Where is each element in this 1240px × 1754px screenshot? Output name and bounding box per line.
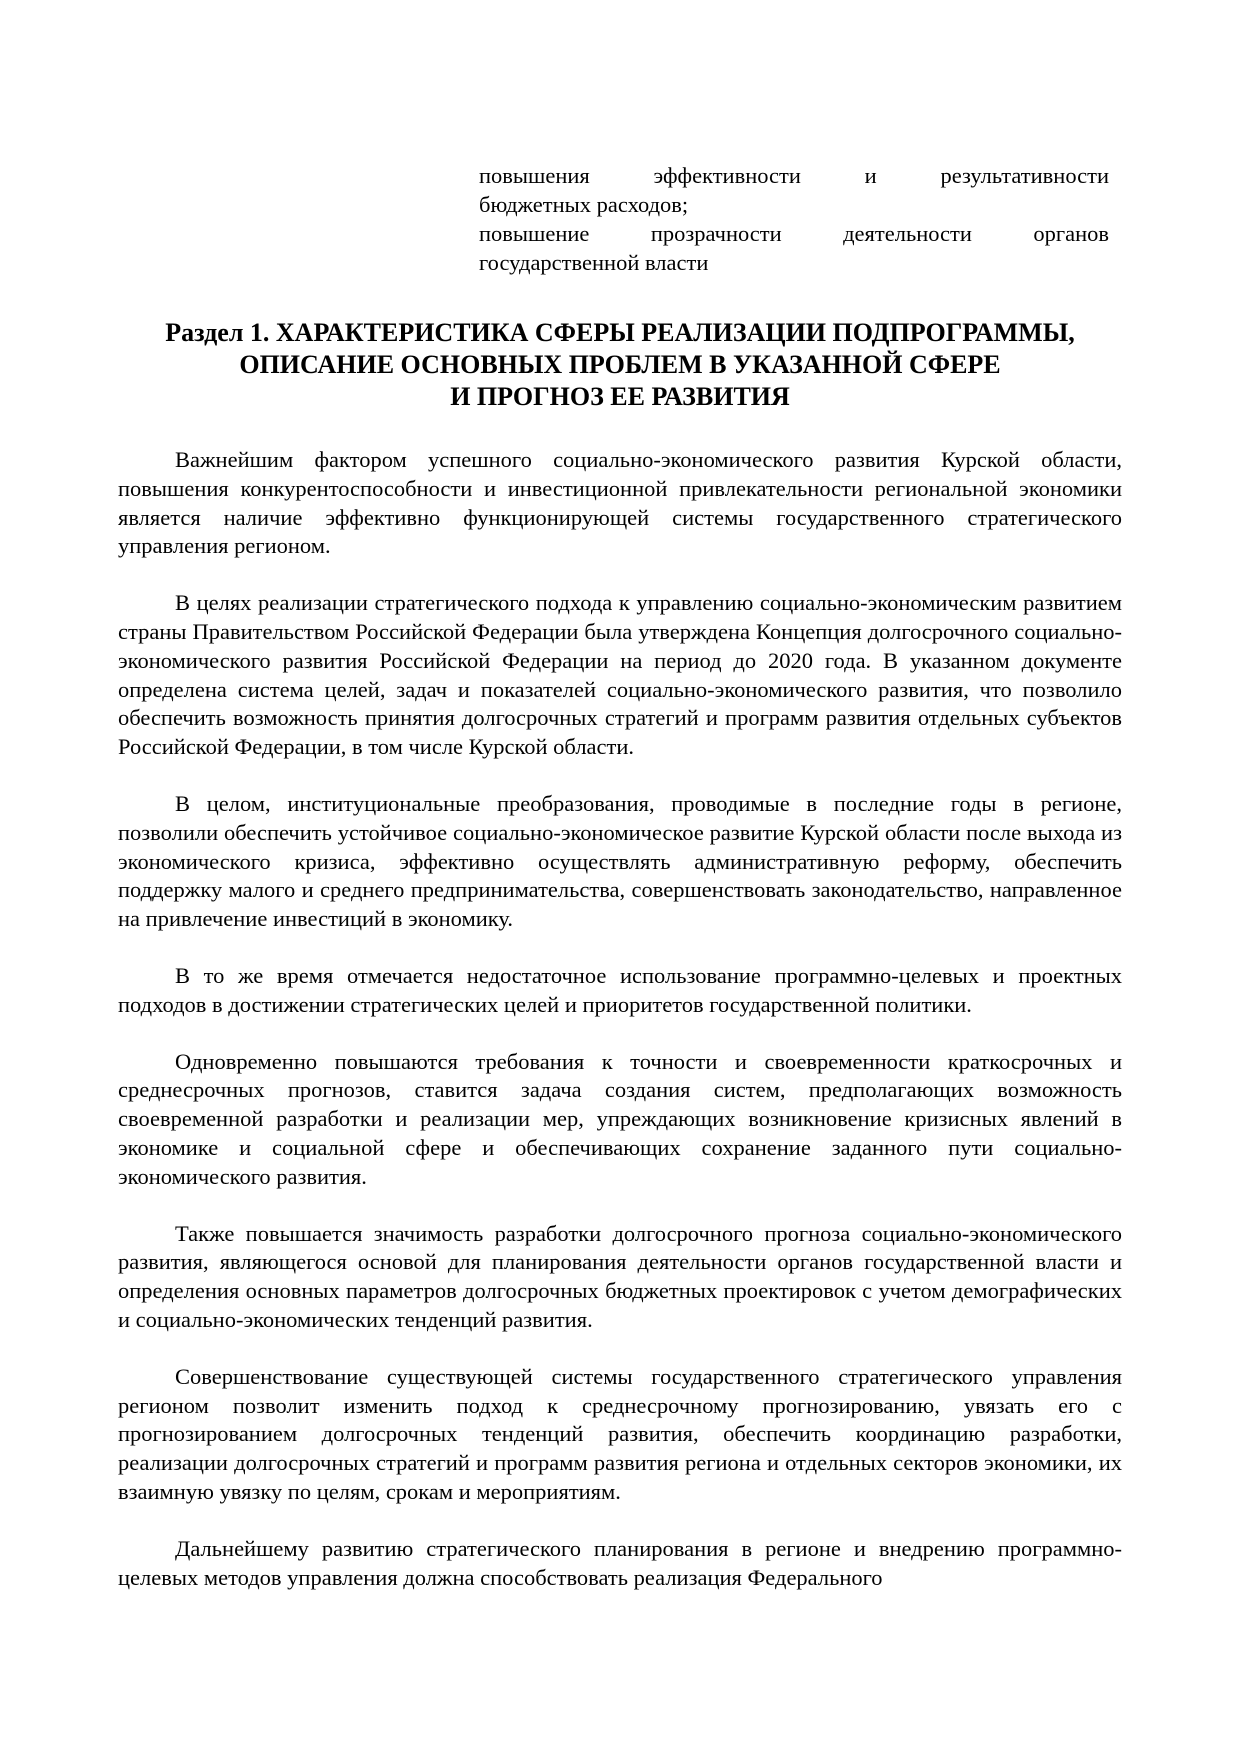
section-body [118, 446, 1122, 1592]
goals-line: повышение прозрачности деятельности органов [479, 221, 1109, 246]
section-heading-line: И ПРОГНОЗ ЕЕ РАЗВИТИЯ [450, 382, 790, 411]
body-paragraph: Важнейшим фактором успешного социально-экономического развития Курской области, повышения конкурентоспособности и инвестиционной привлекательности региональной экономики является наличие эффективно функционирующей системы государственного стратегического управления регионом. [118, 447, 1122, 559]
goals-list-continuation [479, 161, 1109, 277]
section-heading-line: Раздел 1. ХАРАКТЕРИСТИКА СФЕРЫ РЕАЛИЗАЦИИ ПОДПРОГРАММЫ, [165, 318, 1075, 347]
section-heading-line: ОПИСАНИЕ ОСНОВНЫХ ПРОБЛЕМ В УКАЗАННОЙ СФЕРЕ [239, 350, 1001, 379]
body-paragraph: Одновременно повышаются требования к точности и своевременности краткосрочных и среднесрочных прогнозов, ставится задача создания систем, предполагающих возможность своевременной разработки и реализации мер, упреждающих возникновение кризисных явлений в экономике и социальной сфере и обеспечивающих сохранение заданного пути социально-экономического развития. [118, 1048, 1122, 1189]
goals-line: бюджетных расходов; [479, 192, 689, 217]
section-heading [118, 317, 1122, 413]
goals-line: повышения эффективности и результативности [479, 163, 1109, 188]
body-paragraph: Совершенствование существующей системы государственного стратегического управления регионом позволит изменить подход к среднесрочному прогнозированию, увязать его с прогнозированием долгосрочных тенденций развития, обеспечить координацию разработки, реализации долгосрочных стратегий и программ развития региона и отдельных секторов экономики, их взаимную увязку по целям, срокам и мероприятиям. [118, 1363, 1122, 1504]
body-paragraph: Дальнейшему развитию стратегического планирования в регионе и внедрению программно-целевых методов управления должна способствовать реализация Федерального [118, 1535, 1122, 1590]
goals-line: государственной власти [479, 250, 709, 275]
body-paragraph: В целом, институциональные преобразования, проводимые в последние годы в регионе, позволили обеспечить устойчивое социально-экономическое развитие Курской области после выхода из экономического кризиса, эффективно осуществлять административную реформу, обеспечить поддержку малого и среднего предпринимательства, совершенствовать законодательство, направленное на привлечение инвестиций в экономику. [118, 790, 1122, 932]
body-paragraph: В целях реализации стратегического подхода к управлению социально-экономическим развитием страны Правительством Российской Федерации была утверждена Концепция долгосрочного социально-экономического развития Российской Федерации на период до 2020 года. В указанном документе определена система целей, задач и показателей социально-экономического развития, что позволило обеспечить возможность принятия долгосрочных стратегий и программ развития отдельных субъектов Российской Федерации, в том числе Курской области. [118, 590, 1122, 760]
body-paragraph: Также повышается значимость разработки долгосрочного прогноза социально-экономического развития, являющегося основой для планирования деятельности органов государственной власти и определения основных параметров долгосрочных бюджетных проектировок с учетом демографических и социально-экономических тенденций развития. [118, 1220, 1122, 1332]
body-paragraph: В то же время отмечается недостаточное использование программно-целевых и проектных подходов в достижении стратегических целей и приоритетов государственной политики. [118, 962, 1122, 1017]
